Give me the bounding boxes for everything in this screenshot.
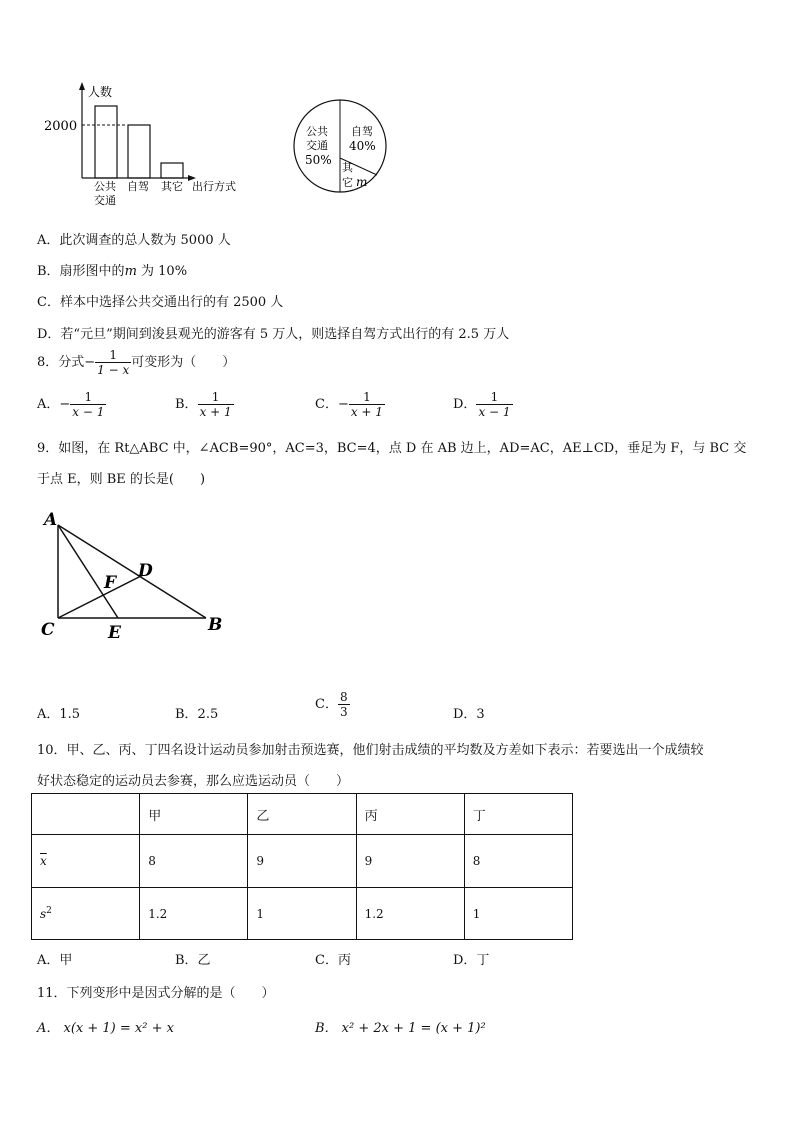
q7-option-b-post: 为 10% (136, 264, 188, 279)
q10-option-b: B．乙 (175, 953, 211, 968)
q9-option-d: D．3 (453, 707, 485, 722)
q11-stem: 11．下列变形中是因式分解的是（ ） (37, 986, 275, 1001)
pie-self-pct: 40% (349, 139, 376, 153)
q7-option-c: C．样本中选择公共交通出行的有 2500 人 (37, 295, 284, 310)
bar-public-transport (95, 106, 117, 178)
x-cat-public-1: 公共 (94, 180, 116, 193)
q9-stem-line1: 9．如图，在 Rt△ABC 中，∠ACB=90°，AC=3，BC=4，点 D 在 AB 边上，AD=AC，AE⊥CD，垂足为 F，与 BC 交 (37, 441, 747, 456)
table-header-yi: 乙 (248, 794, 356, 835)
pie-public-1: 公共 (306, 125, 328, 138)
table-header-ding: 丁 (464, 794, 572, 835)
q10-stem-line1: 10．甲、乙、丙、丁四名设计运动员参加射击预选赛，他们射击成绩的平均数及方差如下表示：若要选出一个成绩较 (37, 743, 704, 758)
segment-cd (58, 575, 143, 618)
q8-c-fraction (349, 390, 385, 419)
q8-d-num: 1 (476, 390, 512, 405)
q7-option-b-var: m (124, 264, 137, 279)
q8-option-a (37, 390, 106, 419)
table-header-row (32, 794, 573, 835)
q10-option-c: C．丙 (315, 953, 351, 968)
point-a-label: A (44, 510, 58, 530)
q8-stem-den: 1 − x (97, 363, 130, 377)
mean-symbol: $\overline{x}$ (40, 854, 47, 868)
variance-jia: 1.2 (140, 888, 248, 940)
pie-chart (290, 95, 390, 197)
q9-option-c (315, 690, 350, 719)
q8-a-den: x − 1 (72, 405, 105, 419)
q11-option-b: B． x² + 2x + 1 = (x + 1)² (315, 1021, 486, 1036)
variance-symbol: s (40, 907, 47, 921)
bar-chart (40, 80, 260, 210)
q8-stem-fraction (95, 348, 131, 377)
pie-self-1: 自驾 (351, 125, 373, 138)
q8-stem (37, 348, 235, 377)
q11-option-a: A． x(x + 1) = x² + x (37, 1021, 174, 1036)
y-axis-label: 人数 (88, 85, 113, 99)
q8-d-fraction (476, 390, 512, 419)
q8-d-label: D． (453, 397, 477, 412)
table-row-variance (32, 888, 573, 940)
q9-c-fraction (338, 690, 350, 719)
q8-stem-pre: 8．分式− (37, 355, 96, 370)
pie-public-2: 交通 (306, 139, 328, 152)
q10-option-d: D．丁 (453, 953, 490, 968)
q9-c-den: 3 (339, 705, 348, 719)
mean-jia: 8 (140, 835, 248, 888)
pie-public-pct: 50% (305, 153, 332, 167)
table-header-blank (32, 794, 140, 835)
q8-c-den: x + 1 (350, 405, 383, 419)
table-header-jia: 甲 (140, 794, 248, 835)
x-axis-label: 出行方式 (192, 180, 236, 193)
x-cat-self: 自驾 (127, 180, 149, 193)
point-f-label: F (104, 573, 117, 593)
table-row-mean (32, 835, 573, 888)
q8-b-fraction (198, 390, 234, 419)
q7-option-b-pre: B．扇形图中的 (37, 264, 125, 279)
q10-stem-line2: 好状态稳定的运动员去参赛，那么应选运动员（ ） (37, 774, 350, 789)
q9-triangle-figure (38, 505, 238, 645)
q8-stem-post: 可变形为（ ） (131, 355, 236, 370)
mean-ding: 8 (464, 835, 572, 888)
table-header-bing: 丙 (356, 794, 464, 835)
point-e-label: E (108, 623, 121, 643)
q8-a-num: 1 (70, 390, 106, 405)
pie-other-1: 其 (342, 161, 353, 174)
segment-ae (58, 525, 118, 618)
q7-option-d: D．若“元旦”期间到浚县观光的游客有 5 万人，则选择自驾方式出行的有 2.5 万人 (37, 327, 510, 342)
q8-c-num: 1 (349, 390, 385, 405)
q7-option-b (37, 260, 187, 279)
q8-option-c (315, 390, 385, 419)
bar-other (161, 163, 183, 178)
q9-stem-line2: 于点 E，则 BE 的长是( ) (37, 472, 206, 487)
q9-c-label: C． (315, 697, 338, 712)
mean-yi: 9 (248, 835, 356, 888)
row-mean-label (32, 835, 140, 888)
q8-c-label: C．− (315, 397, 349, 412)
variance-yi: 1 (248, 888, 356, 940)
point-d-label: D (138, 561, 153, 581)
pie-other-m: m (356, 175, 368, 189)
q8-stem-num: 1 (95, 348, 131, 363)
point-b-label: B (208, 615, 223, 635)
row-variance-label (32, 888, 140, 940)
q8-d-den: x − 1 (478, 405, 511, 419)
q9-option-a: A．1.5 (37, 707, 81, 722)
x-cat-public-2: 交通 (94, 194, 116, 207)
q8-a-fraction (70, 390, 106, 419)
bar-self-drive (128, 125, 150, 178)
variance-sup: 2 (46, 906, 52, 916)
x-cat-other: 其它 (161, 180, 183, 193)
y-axis-arrow (79, 82, 85, 90)
q10-option-a: A．甲 (37, 953, 73, 968)
q8-b-label: B． (175, 397, 198, 412)
q8-b-num: 1 (198, 390, 234, 405)
q8-option-b (175, 390, 234, 419)
q8-option-d (453, 390, 513, 419)
pie-other-2: 它 (342, 176, 353, 189)
q7-option-a: A．此次调查的总人数为 5000 人 (37, 233, 231, 248)
q10-stats-table (31, 793, 573, 940)
side-ab (58, 525, 206, 618)
variance-ding: 1 (464, 888, 572, 940)
mean-bing: 9 (356, 835, 464, 888)
q8-a-label: A．− (37, 397, 71, 412)
variance-bing: 1.2 (356, 888, 464, 940)
y-tick-label: 2000 (44, 119, 78, 134)
q9-c-num: 8 (339, 690, 348, 704)
point-c-label: C (41, 620, 55, 640)
q8-b-den: x + 1 (199, 405, 232, 419)
q9-option-b: B．2.5 (175, 707, 219, 722)
